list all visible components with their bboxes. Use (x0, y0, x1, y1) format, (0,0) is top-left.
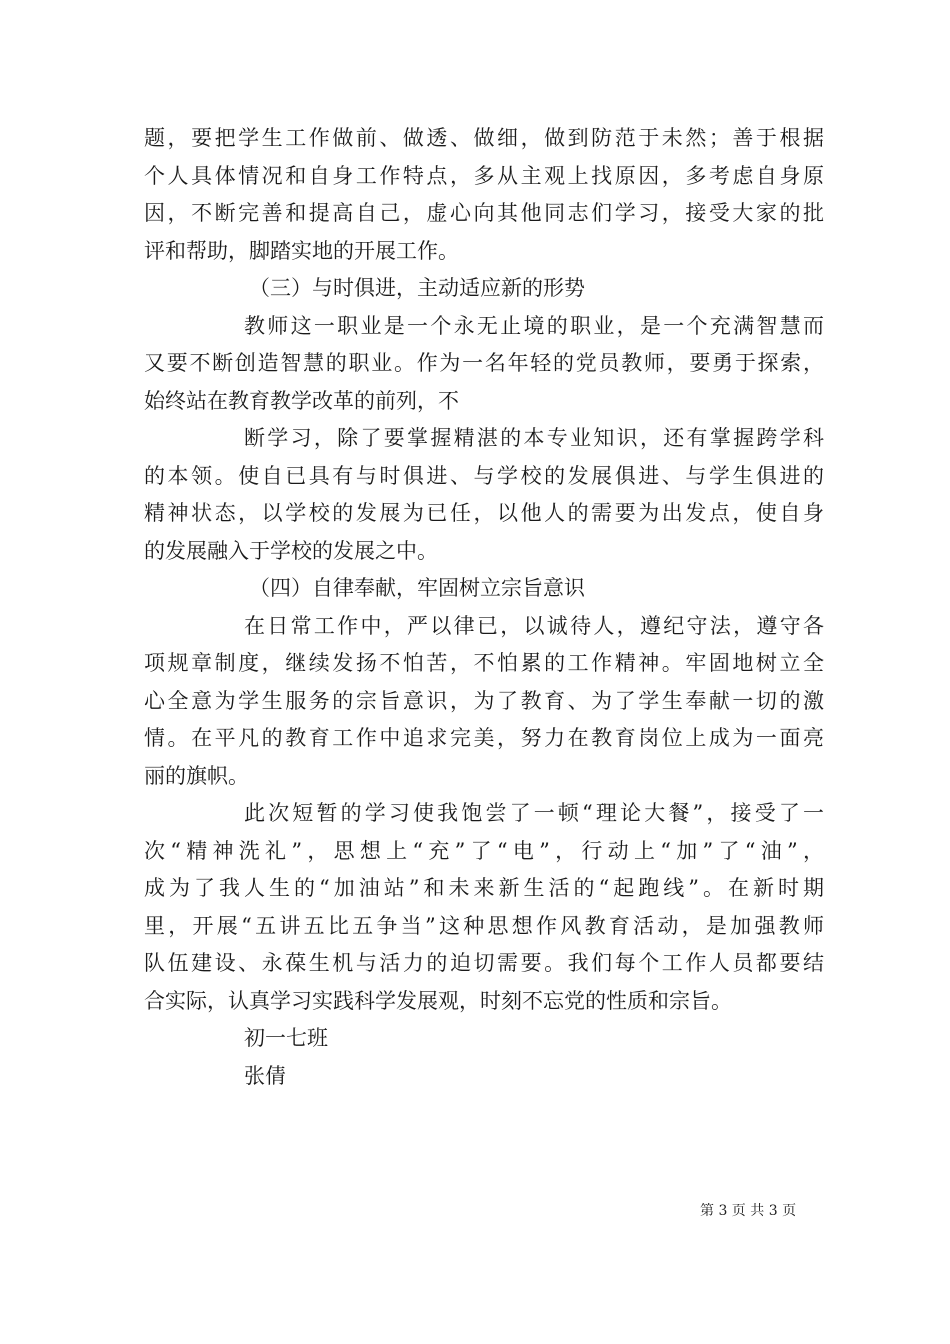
text-line: 精神状态，以学校的发展为已任，以他人的需要为出发点，使自身 (144, 501, 824, 525)
signature-class: 初一七班 (244, 1026, 328, 1050)
text-line: 的发展融入于学校的发展之中。 (144, 538, 438, 563)
text-line: 题，要把学生工作做前、做透、做细，做到防范于未然；善于根据 (144, 126, 824, 150)
page-number: 第 3 页 共 3 页 (700, 1203, 797, 1219)
text-line: 教师这一职业是一个永无止境的职业，是一个充满智慧而 (244, 313, 824, 338)
text-line: 断学习，除了要掌握精湛的本专业知识，还有掌握跨学科 (244, 426, 824, 450)
text-line: 又要不断创造智慧的职业。作为一名年轻的党员教师，要勇于探索， (144, 351, 824, 375)
text-line: 此次短暂的学习使我饱尝了一顿“理论大餐”，接受了一 (244, 801, 824, 825)
text-line: 合实际，认真学习实践科学发展观，时刻不忘党的性质和宗旨。 (144, 988, 732, 1013)
body-text (144, 120, 824, 1095)
text-line: 丽的旗帜。 (144, 763, 249, 788)
text-line: 个人具体情况和自身工作特点，多从主观上找原因，多考虑自身原 (144, 163, 824, 188)
text-line: 里，开展“五讲五比五争当”这种思想作风教育活动，是加强教师 (144, 913, 824, 938)
text-line: 队伍建设、永葆生机与活力的迫切需要。我们每个工作人员都要结 (144, 951, 824, 975)
text-line: 的本领。使自已具有与时俱进、与学校的发展俱进、与学生俱进的 (144, 463, 824, 488)
text-line: 次“精神洗礼”，思想上“充”了“电”，行动上“加”了“油”， (144, 838, 824, 863)
section-heading: （四）自律奉献，牢固树立宗旨意识 (249, 576, 585, 600)
text-line: 成为了我人生的“加油站”和未来新生活的“起跑线”。在新时期 (144, 876, 824, 900)
text-line: 心全意为学生服务的宗旨意识，为了教育、为了学生奉献一切的激 (144, 688, 824, 713)
signature-name: 张倩 (244, 1063, 286, 1088)
text-line: 始终站在教育教学改革的前列，不 (144, 388, 459, 413)
text-line: 评和帮助，脚踏实地的开展工作。 (144, 238, 459, 263)
text-line: 情。在平凡的教育工作中追求完美，努力在教育岗位上成为一面亮 (144, 726, 824, 750)
text-line: 在日常工作中，严以律已，以诚待人，遵纪守法，遵守各 (244, 613, 824, 638)
text-line: 因，不断完善和提高自己，虚心向其他同志们学习，接受大家的批 (144, 201, 824, 225)
section-heading: （三）与时俱进，主动适应新的形势 (249, 276, 585, 300)
text-line: 项规章制度，继续发扬不怕苦，不怕累的工作精神。牢固地树立全 (144, 651, 824, 675)
